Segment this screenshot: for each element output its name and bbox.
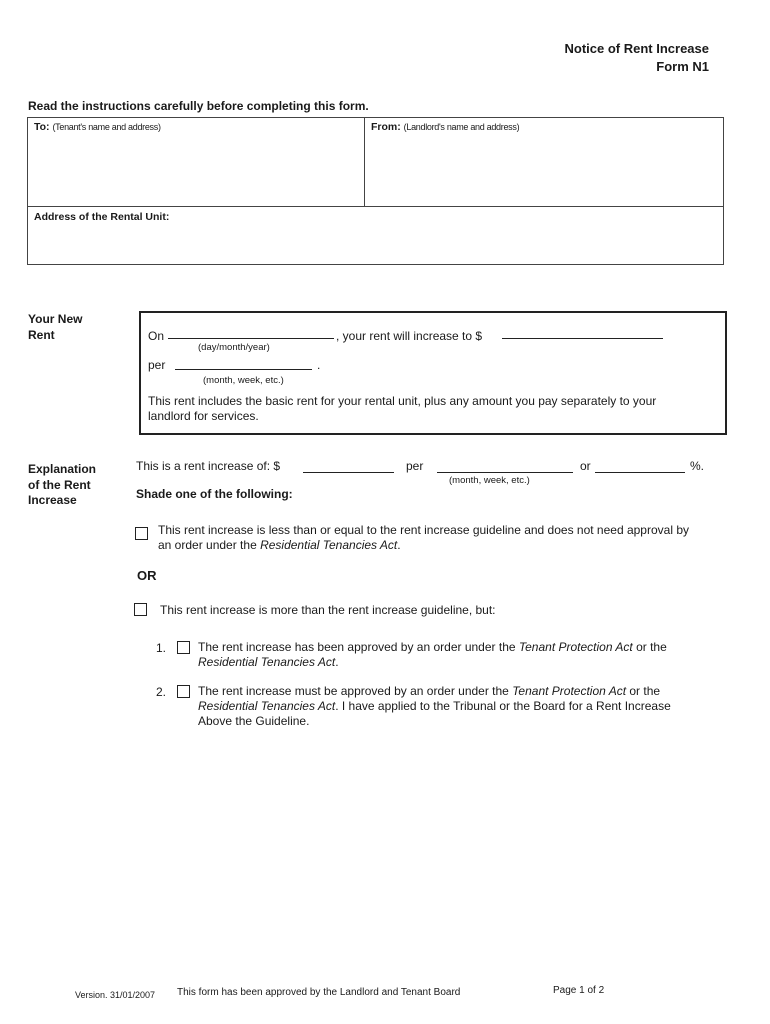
form-id: Form N1 [656, 59, 709, 74]
percent-label: %. [690, 459, 705, 473]
period-end: . [317, 358, 321, 372]
sub-option-1-text [198, 640, 667, 670]
sub1-line2-post: . [335, 655, 339, 669]
address-label-text: Address of the Rental Unit: [34, 211, 170, 223]
sub-option-2-line1 [198, 684, 671, 699]
sub-option-1-line2 [198, 655, 667, 670]
new-rent-heading-line2: Rent [28, 327, 55, 342]
sub2-line1-post: or the [626, 684, 661, 698]
option-a-line2-post: . [397, 538, 401, 552]
increase-amount-input[interactable] [303, 472, 394, 473]
or-inline-label: or [580, 459, 591, 473]
increase-period-hint: (month, week, etc.) [449, 475, 530, 486]
tenant-label [34, 121, 161, 133]
rent-note-line2: landlord for services. [148, 409, 259, 423]
address-label [34, 211, 169, 223]
form-title-block [565, 40, 710, 76]
explanation-heading-line3: Increase [28, 493, 77, 507]
landlord-field[interactable] [365, 118, 723, 206]
sub-option-2-line2 [198, 699, 671, 714]
sub2-line2-post: . I have applied to the Tribunal or the Board for a Rent Increase [335, 699, 671, 713]
guideline-within-checkbox[interactable] [135, 527, 148, 540]
applied-for-increase-checkbox[interactable] [177, 685, 190, 698]
landlord-label [371, 121, 519, 133]
form-title: Notice of Rent Increase [564, 41, 709, 56]
sub2-line1-pre: The rent increase must be approved by an order under the [198, 684, 513, 698]
sub-option-1-line1 [198, 640, 667, 655]
from-hint: (Landlord's name and address) [403, 122, 520, 132]
increase-period-input[interactable] [437, 472, 573, 473]
shade-instruction: Shade one of the following: [136, 487, 293, 501]
option-a-act: Residential Tenancies Act [260, 538, 398, 552]
increase-per-label: per [406, 459, 424, 473]
option-a-text [158, 523, 689, 553]
increase-of-label: This is a rent increase of: $ [136, 459, 281, 473]
effective-date-input[interactable] [168, 338, 334, 339]
option-a-line2 [158, 538, 689, 553]
rent-note-line1: This rent includes the basic rent for your rental unit, plus any amount you pay separately to your [148, 394, 657, 408]
rent-note [148, 394, 656, 424]
version-text: Version. 31/01/2007 [75, 990, 156, 1000]
sub-option-1-number: 1. [156, 641, 167, 655]
sub-option-2-line3: Above the Guideline. [198, 714, 310, 728]
guideline-exceeded-checkbox[interactable] [134, 603, 147, 616]
period-hint: (month, week, etc.) [203, 375, 284, 386]
increase-percent-input[interactable] [595, 472, 685, 473]
approved-order-checkbox[interactable] [177, 641, 190, 654]
rent-period-input[interactable] [175, 369, 312, 370]
on-label: On [148, 329, 165, 343]
instructions-text: Read the instructions carefully before completing this form. [28, 99, 369, 113]
rental-unit-address-field[interactable] [28, 206, 723, 264]
sub1-line1-pre: The rent increase has been approved by an order under the [198, 640, 519, 654]
new-rent-heading-line1: Your New [28, 312, 83, 326]
explanation-heading [28, 462, 96, 509]
option-b-text: This rent increase is more than the rent increase guideline, but: [160, 603, 496, 617]
per-label: per [148, 358, 166, 372]
increase-to-label: , your rent will increase to $ [336, 329, 483, 343]
sub1-rta: Residential Tenancies Act [198, 655, 336, 669]
new-rent-heading [28, 312, 82, 343]
option-a-line1: This rent increase is less than or equal to the rent increase guideline and does not need approval by [158, 523, 689, 537]
sub1-tpa: Tenant Protection Act [518, 640, 633, 654]
sub1-line1-post: or the [632, 640, 667, 654]
sub2-rta: Residential Tenancies Act [198, 699, 336, 713]
or-divider: OR [137, 568, 157, 583]
new-rent-amount-input[interactable] [502, 338, 663, 339]
to-label: To: [34, 121, 50, 133]
sub-option-2-number: 2. [156, 685, 167, 699]
sub2-tpa: Tenant Protection Act [512, 684, 627, 698]
from-label: From: [371, 121, 401, 133]
to-hint: (Tenant's name and address) [52, 122, 161, 132]
sub-option-2-text [198, 684, 671, 729]
explanation-heading-line1: Explanation [28, 462, 97, 476]
explanation-heading-line2: of the Rent [28, 477, 91, 492]
page-number: Page 1 of 2 [553, 985, 605, 996]
party-table [27, 117, 724, 265]
approval-text: This form has been approved by the Landlord and Tenant Board [177, 987, 461, 998]
tenant-field[interactable] [28, 118, 365, 206]
date-hint: (day/month/year) [198, 342, 270, 353]
option-a-line2-pre: an order under the [158, 538, 261, 552]
